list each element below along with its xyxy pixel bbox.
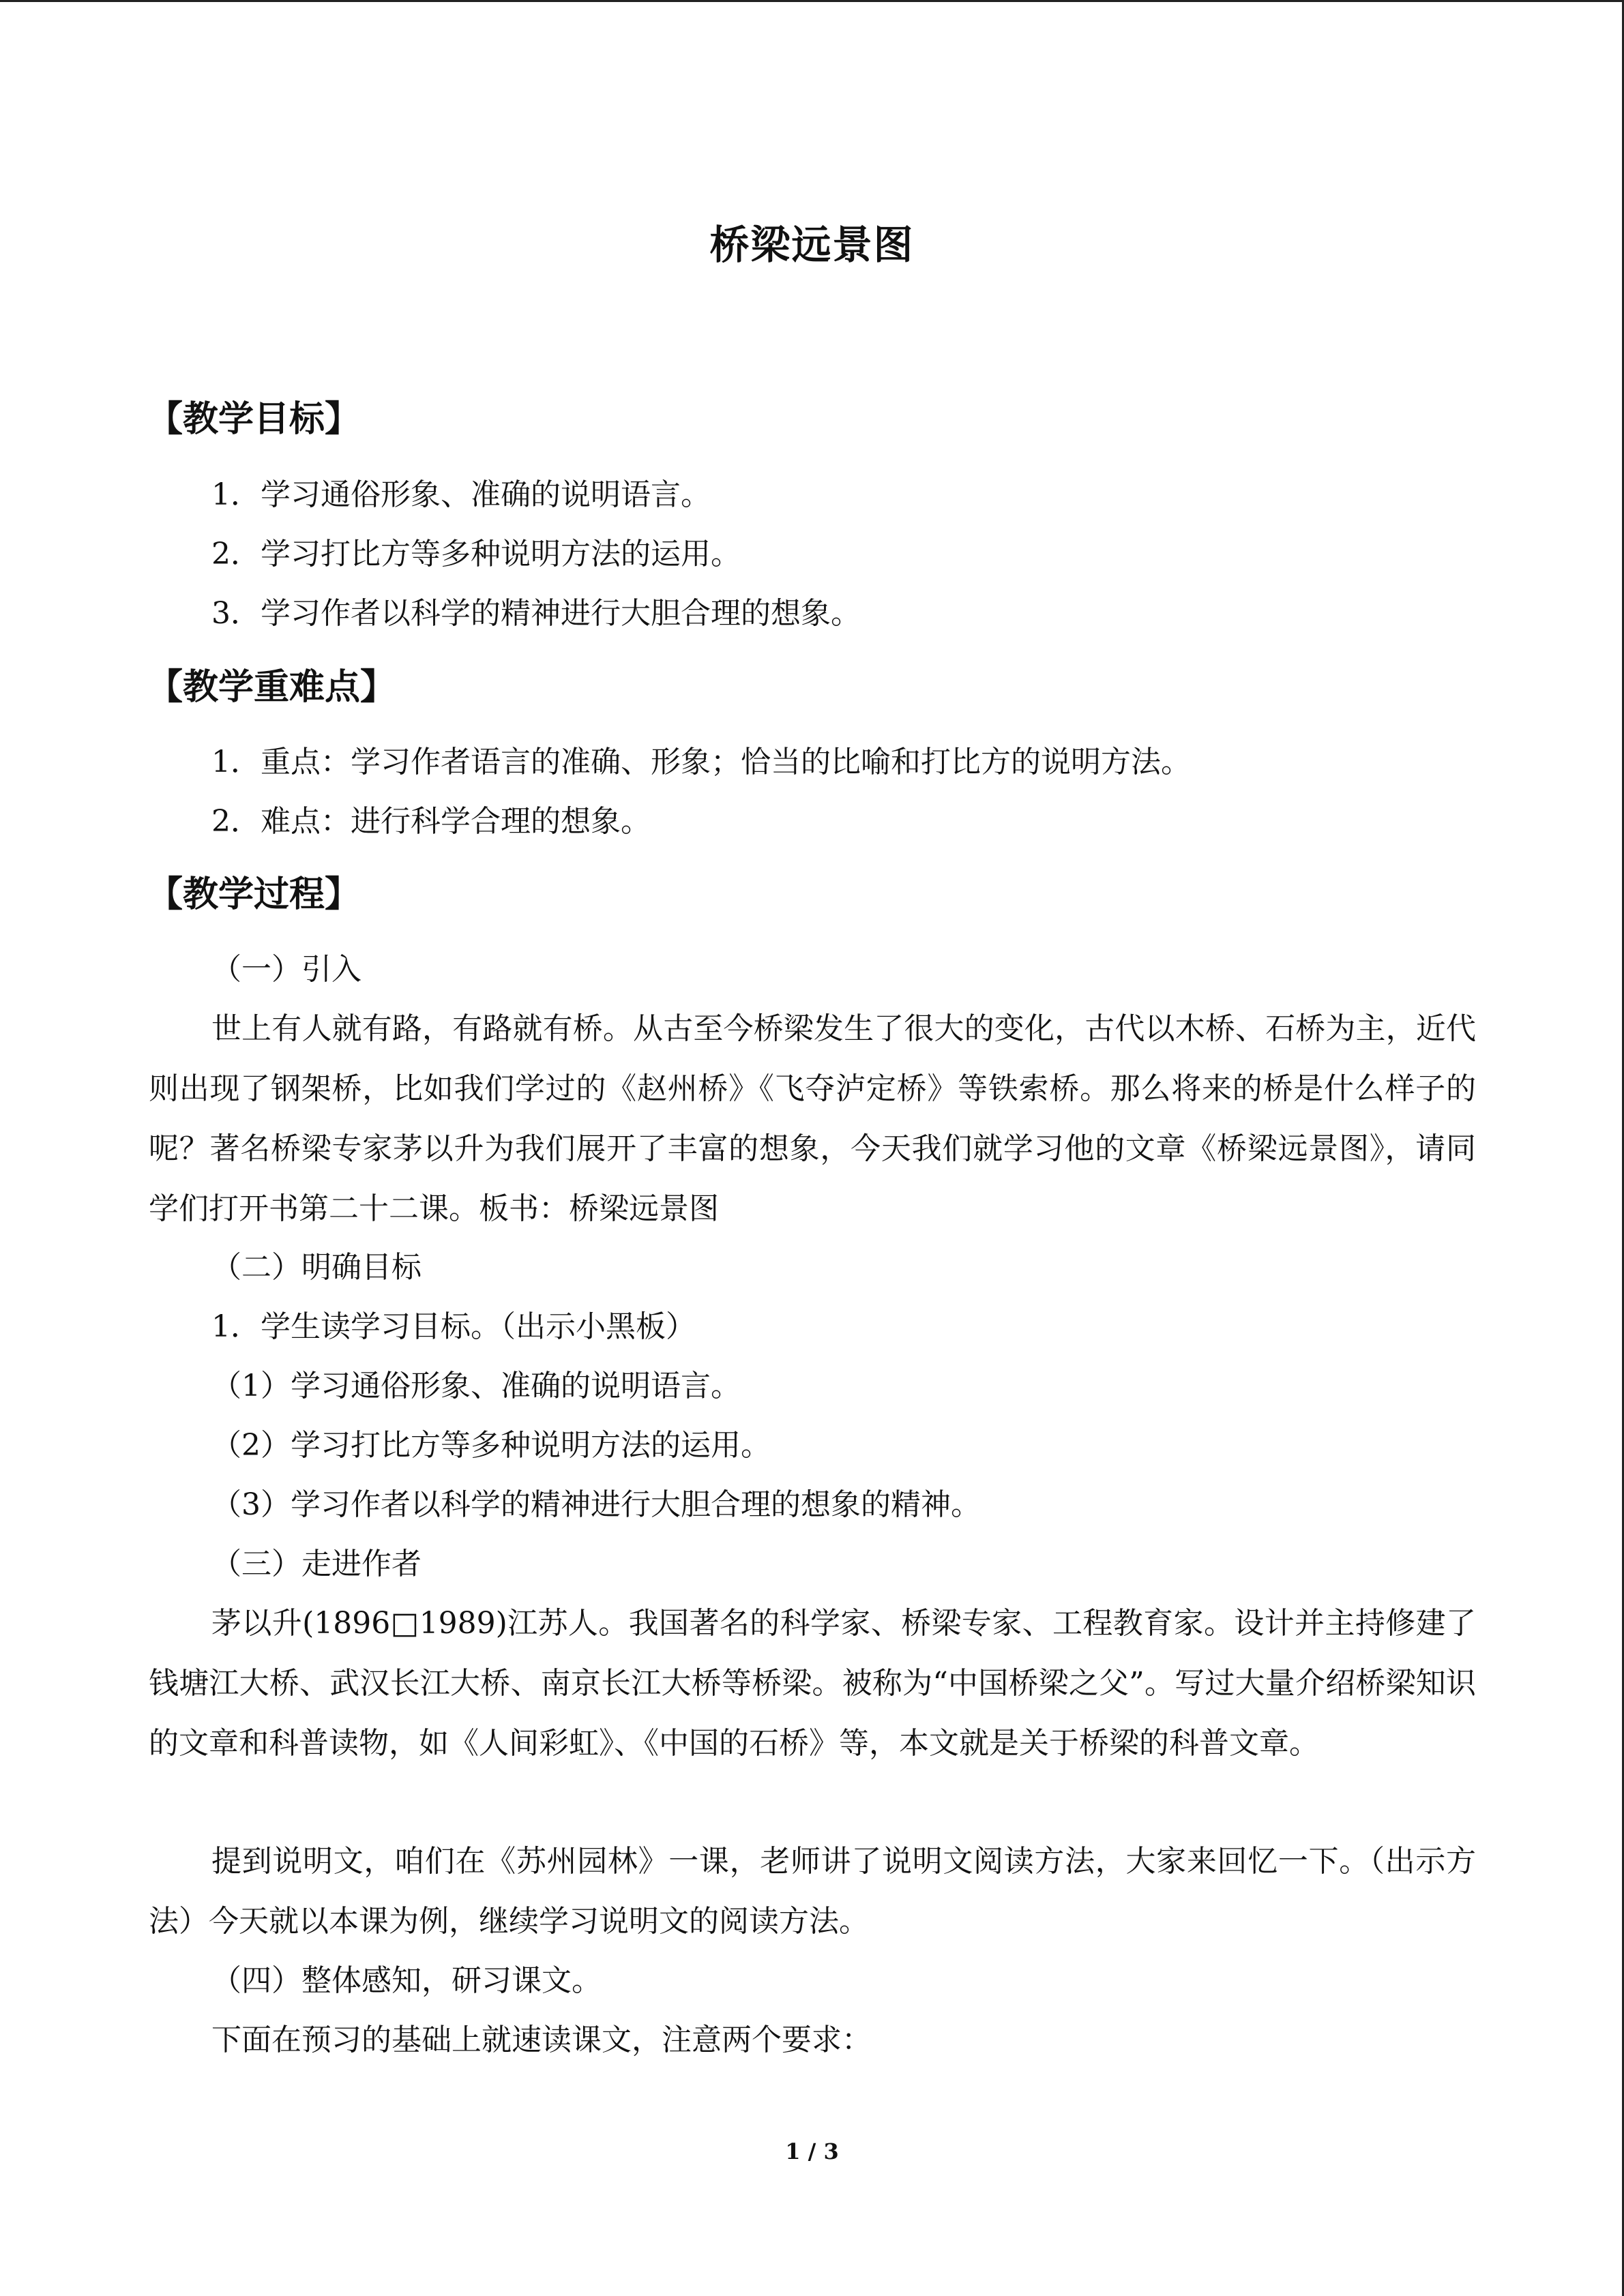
goals-sub-item-1: （1）学习通俗形象、准确的说明语言。 — [211, 1369, 741, 1403]
goals-subheading: （二）明确目标 — [211, 1250, 422, 1285]
author-heading: （三）走进作者 — [211, 1547, 422, 1581]
key-points-item-2: 2．难点：进行科学合理的想象。 — [211, 804, 651, 839]
intro-paragraph: 世上有人就有路，有路就有桥。从古至今桥梁发生了很大的变化，古代以木桥、石桥为主，近代则出现了钢架桥，比如我们学过的《赵州桥》《飞夺泸定桥》等铁索桥。那么将来的桥是什么样子的呢？著名桥梁专家茅以升为我们展开了丰富的想象，今天我们就学习他的文章《桥梁远景图》，请同学们打开书第二十二课。板书：桥梁远景图 — [149, 1011, 1476, 1226]
goals-item-2: 2．学习打比方等多种说明方法的运用。 — [211, 537, 741, 571]
method-paragraph: 提到说明文，咱们在《苏州园林》一课，老师讲了说明文阅读方法，大家来回忆一下。（出示方法）今天就以本课为例，继续学习说明文的阅读方法。 — [149, 1844, 1476, 1939]
page-border-top — [0, 0, 1624, 2]
goals-item-3: 3．学习作者以科学的精神进行大胆合理的想象。 — [211, 596, 861, 631]
page-number: 1 / 3 — [785, 2138, 839, 2164]
process-heading: 【教学过程】 — [147, 874, 361, 915]
document-title: 桥梁远景图 — [709, 222, 915, 268]
key-points-item-1: 1．重点：学习作者语言的准确、形象；恰当的比喻和打比方的说明方法。 — [211, 745, 1191, 779]
goals-heading: 【教学目标】 — [147, 398, 361, 440]
goals-sub-item-3: （3）学习作者以科学的精神进行大胆合理的想象的精神。 — [211, 1487, 981, 1522]
key-points-heading: 【教学重难点】 — [147, 666, 396, 708]
goals-intro-line: 1．学生读学习目标。（出示小黑板） — [211, 1309, 696, 1344]
goals-item-1: 1．学习通俗形象、准确的说明语言。 — [211, 477, 711, 512]
study-text: 下面在预习的基础上就速读课文，注意两个要求： — [211, 2023, 872, 2057]
intro-heading: （一）引入 — [211, 952, 361, 987]
goals-sub-item-2: （2）学习打比方等多种说明方法的运用。 — [211, 1428, 771, 1463]
study-heading: （四）整体感知，研习课文。 — [211, 1963, 602, 1998]
author-paragraph: 茅以升(1896□1989)江苏人。我国著名的科学家、桥梁专家、工程教育家。设计并主持修建了钱塘江大桥、武汉长江大桥、南京长江大桥等桥梁。被称为“中国桥梁之父”。写过大量介绍桥梁知识的文章和科普读物，如《人间彩虹》、《中国的石桥》等，本文就是关于桥梁的科普文章。 — [149, 1606, 1476, 1761]
